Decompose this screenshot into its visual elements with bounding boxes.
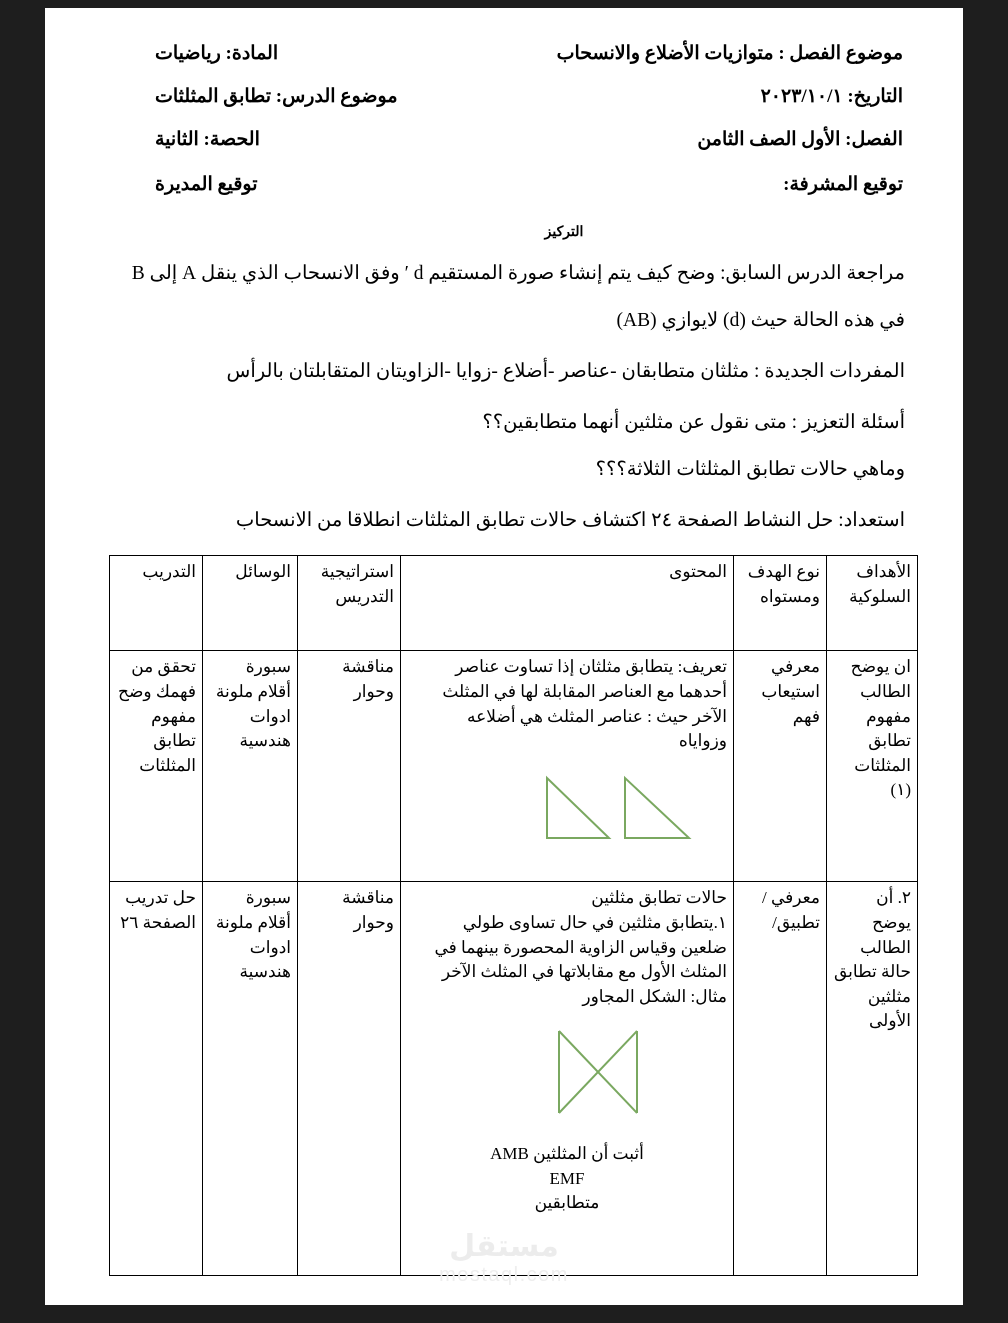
focus-section-body xyxy=(45,255,963,539)
content-text-block xyxy=(407,655,727,754)
cell-training: حل تدريب الصفحة ٢٦ xyxy=(110,882,203,1276)
cell-type: معرفي /تطبيق/ xyxy=(734,882,827,1276)
column-header-means: الوسائل xyxy=(203,556,298,651)
table-row xyxy=(110,882,918,1276)
cell-type: معرفي استيعاب فهم xyxy=(734,651,827,882)
header-subject-label: المادة: رياضيات xyxy=(155,43,279,64)
focus-line-review: مراجعة الدرس السابق: وضح كيف يتم إنشاء صورة المستقيم d ′ وفق الانسحاب الذي ينقل A إلى B xyxy=(131,263,905,284)
bowtie-figure xyxy=(407,1025,727,1128)
supervisor-signature-label: توقيع المشرفة: xyxy=(783,174,903,195)
column-header-type: نوع الهدف ومستواه xyxy=(734,556,827,651)
lesson-plan-table xyxy=(109,555,918,1276)
cell-content xyxy=(401,882,734,1276)
caption-line: متطابقين xyxy=(534,1193,600,1213)
focus-line-question-2: وماهي حالات تطابق المثلثات الثلاثة؟؟؟ xyxy=(595,459,905,481)
header-row-period xyxy=(45,128,963,151)
focus-line-condition: في هذه الحالة حيث (d) لايوازي (AB) xyxy=(616,310,905,332)
table-header-row xyxy=(110,556,918,651)
document-page xyxy=(45,8,963,1305)
header-row-lesson xyxy=(45,85,963,108)
cell-goals: ٢. أن يوضح الطالب حالة تطابق مثلثين الأولى xyxy=(827,882,918,1276)
header-period-label: الحصة: الثانية xyxy=(155,129,260,150)
right-triangle-shape xyxy=(625,778,689,838)
watermark-domain-text: mostaql.com xyxy=(439,1264,569,1286)
focus-line-preparation: استعداد: حل النشاط الصفحة ٢٤ اكتشاف حالات تطابق المثلثات انطلاقا من الانسحاب xyxy=(235,510,905,532)
column-header-content: المحتوى xyxy=(401,556,734,651)
header-lesson-label: موضوع الدرس: تطابق المثلثات xyxy=(155,86,398,107)
cell-content xyxy=(401,651,734,882)
cell-means: سبورة أقلام ملونة ادوات هندسية xyxy=(203,651,298,882)
header-date-label: التاريخ: ٢٠٢٣/١٠/١ xyxy=(760,86,903,107)
column-header-training: التدريب xyxy=(110,556,203,651)
cell-goals: ان يوضح الطالب مفهوم تطابق المثلثات (١) xyxy=(827,651,918,882)
header-row-signatures xyxy=(45,173,963,196)
content-line: وزواياه xyxy=(678,731,727,751)
content-line: ضلعين وقياس الزاوية المحصورة بينهما في xyxy=(434,937,727,957)
header-row-subject xyxy=(45,42,963,65)
column-header-strategy: استراتيجية التدريس xyxy=(298,556,401,651)
content-line: حالات تطابق مثلثين xyxy=(591,888,727,908)
content-line: ١.يتطابق مثلثين في حال تساوى طولي xyxy=(462,912,727,932)
content-line: الآخر حيث : عناصر المثلث هي أضلاعه xyxy=(466,706,727,726)
content-line: مثال: الشكل المجاور xyxy=(582,986,727,1006)
triangles-svg xyxy=(537,770,727,850)
header-term-label: موضوع الفصل : متوازيات الأضلاع والانسحاب xyxy=(556,43,903,64)
content-line: تعريف: يتطابق مثلثان إذا تساوت عناصر xyxy=(455,657,727,677)
content-text-block xyxy=(407,886,727,1009)
two-right-triangles-figure xyxy=(407,770,727,858)
watermark-arabic-text: مستقل xyxy=(449,1229,559,1264)
figure-caption xyxy=(407,1142,727,1216)
cell-training: تحقق من فهمك وضح مفهوم تطابق المثلثات xyxy=(110,651,203,882)
bottom-letterbox-bar xyxy=(0,1305,1008,1323)
column-header-goals: الأهداف السلوكية xyxy=(827,556,918,651)
principal-signature-label: توقيع المديرة xyxy=(155,174,258,195)
content-line: أحدهما مع العناصر المقابلة لها في المثلث xyxy=(442,681,727,701)
content-line: المثلث الأول مع مقابلاتها في المثلث الآخر xyxy=(441,962,727,982)
caption-line: أثبت أن المثلثين AMB xyxy=(490,1144,644,1164)
cell-strategy: مناقشة وحوار xyxy=(298,651,401,882)
focus-line-vocabulary: المفردات الجديدة : مثلثان متطابقان -عناصر -أضلاع -زوايا -الزاويتان المتقابلتان بالرأس xyxy=(226,361,905,383)
header-class-label: الفصل: الأول الصف الثامن xyxy=(697,129,903,150)
right-triangle-shape xyxy=(547,778,609,838)
cell-strategy: مناقشة وحوار xyxy=(298,882,401,1276)
caption-line: EMF xyxy=(549,1168,585,1188)
document-header xyxy=(45,42,963,202)
bowtie-svg xyxy=(537,1025,727,1120)
table-row xyxy=(110,651,918,882)
focus-line-question-1: أسئلة التعزيز : متى نقول عن مثلثين أنهما متطابقين؟؟ xyxy=(482,412,905,434)
focus-section-title: التركيز xyxy=(544,225,584,240)
cell-means: سبورة أقلام ملونة ادوات هندسية xyxy=(203,882,298,1276)
